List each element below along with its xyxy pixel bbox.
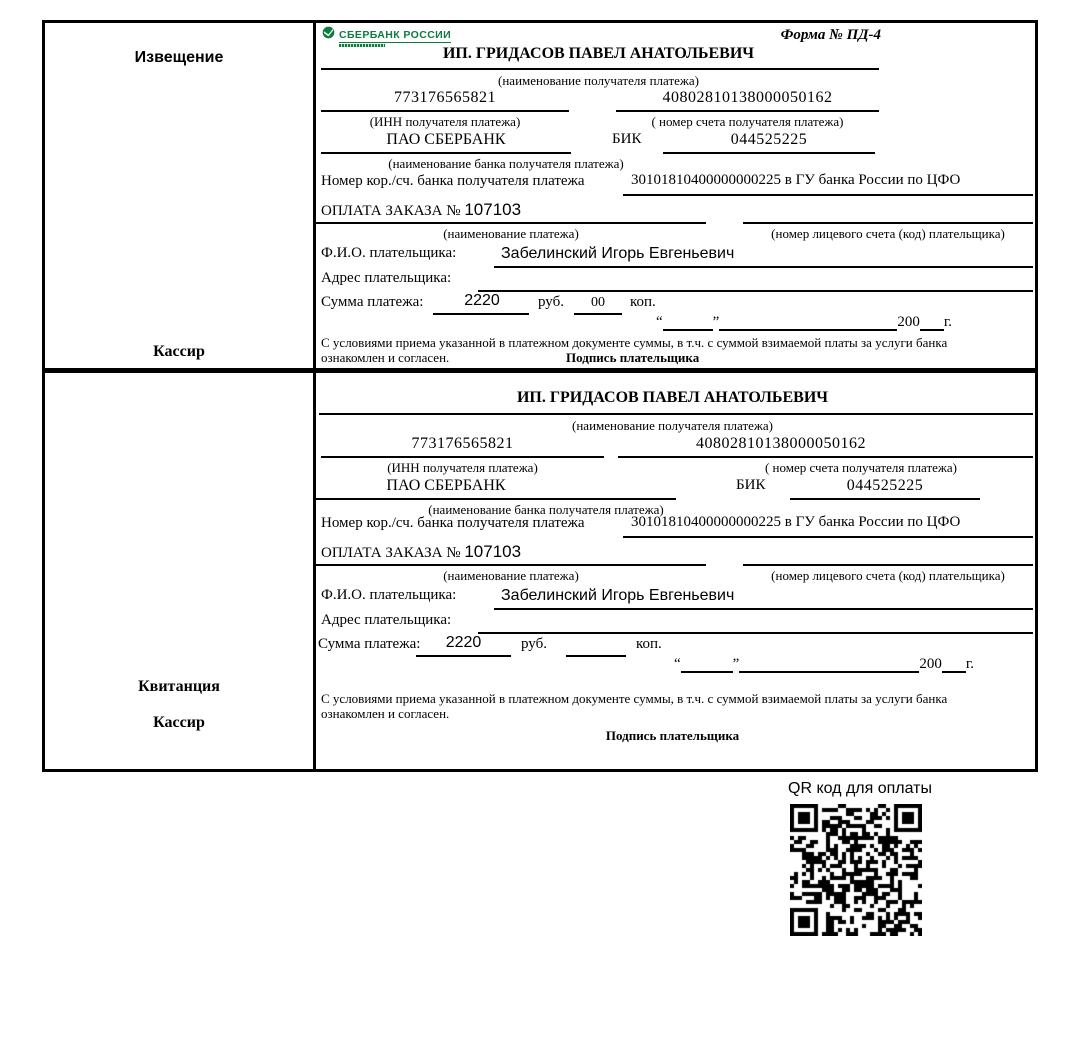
underline bbox=[494, 266, 1033, 268]
date-line bbox=[674, 656, 974, 673]
notice-left-cell bbox=[45, 23, 316, 368]
rub-label: руб. bbox=[538, 294, 564, 310]
underline bbox=[316, 564, 706, 566]
sberbank-logo-text: СБЕРБАНК РОССИИ bbox=[339, 29, 452, 41]
underline bbox=[316, 222, 706, 224]
payment-name-label: (наименование платежа) bbox=[443, 226, 579, 241]
notice-title: Извещение bbox=[134, 49, 224, 66]
sum-value: 2220 bbox=[445, 634, 482, 651]
signature-label: Подпись плательщика bbox=[566, 350, 700, 365]
date-year-blank bbox=[942, 656, 966, 673]
year-prefix: 200 bbox=[897, 314, 920, 330]
bik-value: 044525225 bbox=[846, 477, 924, 494]
recipient-name-label: (наименование получателя платежа) bbox=[498, 73, 699, 88]
kop-value: 00 bbox=[591, 295, 605, 310]
corr-account-label: Номер кор./сч. банка получателя платежа bbox=[321, 173, 585, 189]
payer-address-label: Адрес плательщика: bbox=[321, 612, 452, 628]
qr-block bbox=[788, 780, 933, 936]
notice-right-cell bbox=[316, 23, 1035, 368]
date-day-blank bbox=[663, 314, 713, 331]
year-prefix: 200 bbox=[919, 656, 942, 672]
quote-open: “ bbox=[674, 656, 681, 672]
sberbank-emblem-icon bbox=[322, 26, 335, 44]
payer-fio-label: Ф.И.О. плательщика: bbox=[321, 587, 457, 603]
receipt-right-cell bbox=[316, 373, 1035, 769]
payer-fio-value: Забелинский Игорь Евгеньевич bbox=[501, 587, 735, 604]
date-month-blank bbox=[739, 656, 919, 673]
kop-label: коп. bbox=[636, 636, 662, 652]
underline bbox=[433, 313, 529, 315]
sberbank-logo bbox=[322, 26, 451, 47]
underline bbox=[316, 498, 676, 500]
underline bbox=[574, 313, 622, 315]
account-label: ( номер счета получателя платежа) bbox=[764, 460, 958, 475]
date-day-blank bbox=[681, 656, 733, 673]
quote-close: ” bbox=[712, 314, 720, 330]
inn-label: (ИНН получателя платежа) bbox=[369, 114, 521, 129]
qr-label: QR код для оплаты bbox=[788, 780, 933, 797]
date-year-blank bbox=[920, 314, 944, 331]
notice-section bbox=[45, 23, 1035, 373]
underline bbox=[321, 152, 571, 154]
recipient-name: ИП. ГРИДАСОВ ПАВЕЛ АНАТОЛЬЕВИЧ bbox=[442, 45, 755, 62]
year-suffix: г. bbox=[943, 314, 953, 330]
payer-fio-value: Забелинский Игорь Евгеньевич bbox=[501, 245, 735, 262]
underline bbox=[478, 632, 1033, 634]
date-month-blank bbox=[719, 314, 897, 331]
agreement-line1: С условиями приема указанной в платежном документе суммы, в т.ч. с суммой взимаемой платы за услуги банка bbox=[321, 335, 948, 350]
recipient-name-label: (наименование получателя платежа) bbox=[572, 418, 773, 433]
account-value: 40802810138000050162 bbox=[696, 435, 866, 452]
sum-label: Сумма платежа: bbox=[318, 636, 421, 652]
underline bbox=[623, 536, 1033, 538]
underline bbox=[790, 498, 980, 500]
corr-account-value: 30101810400000000225 в ГУ банка России по ЦФО bbox=[631, 172, 961, 188]
qr-code-image bbox=[790, 804, 922, 936]
underline bbox=[319, 413, 1033, 415]
sum-label: Сумма платежа: bbox=[321, 294, 424, 310]
payment-name-label: (наименование платежа) bbox=[443, 568, 579, 583]
payment-form-pd4 bbox=[42, 20, 1038, 772]
quote-close: ” bbox=[732, 656, 740, 672]
underline bbox=[618, 456, 1033, 458]
underline bbox=[566, 655, 626, 657]
receipt-left-cell bbox=[45, 373, 316, 769]
cashier-label: Кассир bbox=[153, 714, 205, 731]
underline bbox=[743, 564, 1033, 566]
bik-value: 044525225 bbox=[730, 131, 808, 148]
inn-value: 773176565821 bbox=[411, 435, 514, 452]
underline bbox=[321, 110, 569, 112]
bik-label: БИК bbox=[612, 131, 642, 147]
inn-value: 773176565821 bbox=[394, 89, 496, 106]
underline bbox=[494, 608, 1033, 610]
cashier-label: Кассир bbox=[153, 343, 205, 360]
bank-name-label: (наименование банка получателя платежа) bbox=[388, 156, 624, 171]
inn-label: (ИНН получателя платежа) bbox=[387, 460, 538, 475]
bank-value: ПАО СБЕРБАНК bbox=[386, 477, 506, 494]
order-number: 107103 bbox=[464, 200, 522, 219]
agreement-line2: ознакомлен и согласен. bbox=[321, 350, 450, 365]
underline bbox=[321, 68, 879, 70]
order-number: 107103 bbox=[464, 542, 522, 561]
payer-address-label: Адрес плательщика: bbox=[321, 270, 452, 286]
bik-label: БИК bbox=[736, 477, 766, 493]
agreement-line2: ознакомлен и согласен. bbox=[321, 706, 450, 721]
underline bbox=[616, 110, 879, 112]
kop-label: коп. bbox=[630, 294, 656, 310]
personal-account-label: (номер лицевого счета (код) плательщика) bbox=[771, 226, 1005, 241]
bank-name-label: (наименование банка получателя платежа) bbox=[428, 502, 664, 517]
date-line bbox=[656, 314, 952, 331]
account-label: ( номер счета получателя платежа) bbox=[651, 114, 844, 129]
underline bbox=[416, 655, 511, 657]
payment-purpose bbox=[321, 200, 521, 220]
account-value: 40802810138000050162 bbox=[662, 89, 833, 106]
year-suffix: г. bbox=[965, 656, 975, 672]
form-number: Форма № ПД-4 bbox=[780, 27, 881, 43]
underline bbox=[321, 456, 604, 458]
recipient-name: ИП. ГРИДАСОВ ПАВЕЛ АНАТОЛЬЕВИЧ bbox=[516, 389, 829, 406]
payment-purpose-label: ОПЛАТА ЗАКАЗА № bbox=[321, 203, 461, 219]
payment-purpose-label: ОПЛАТА ЗАКАЗА № bbox=[321, 545, 461, 561]
sum-value: 2220 bbox=[464, 292, 500, 309]
corr-account-label: Номер кор./сч. банка получателя платежа bbox=[321, 515, 585, 531]
agreement-line1: С условиями приема указанной в платежном документе суммы, в т.ч. с суммой взимаемой платы за услуги банка bbox=[321, 691, 948, 706]
underline bbox=[743, 222, 1033, 224]
rub-label: руб. bbox=[521, 636, 547, 652]
underline bbox=[663, 152, 875, 154]
personal-account-label: (номер лицевого счета (код) плательщика) bbox=[771, 568, 1005, 583]
corr-account-value: 30101810400000000225 в ГУ банка России по ЦФО bbox=[631, 514, 961, 530]
quote-open: “ bbox=[656, 314, 663, 330]
payer-fio-label: Ф.И.О. плательщика: bbox=[321, 245, 457, 261]
underline bbox=[478, 290, 1033, 292]
receipt-section bbox=[45, 373, 1035, 769]
bank-value: ПАО СБЕРБАНК bbox=[386, 131, 506, 148]
signature-label: Подпись плательщика bbox=[605, 728, 740, 743]
payment-purpose bbox=[321, 542, 521, 562]
receipt-title: Квитанция bbox=[138, 678, 220, 695]
underline bbox=[623, 194, 1033, 196]
